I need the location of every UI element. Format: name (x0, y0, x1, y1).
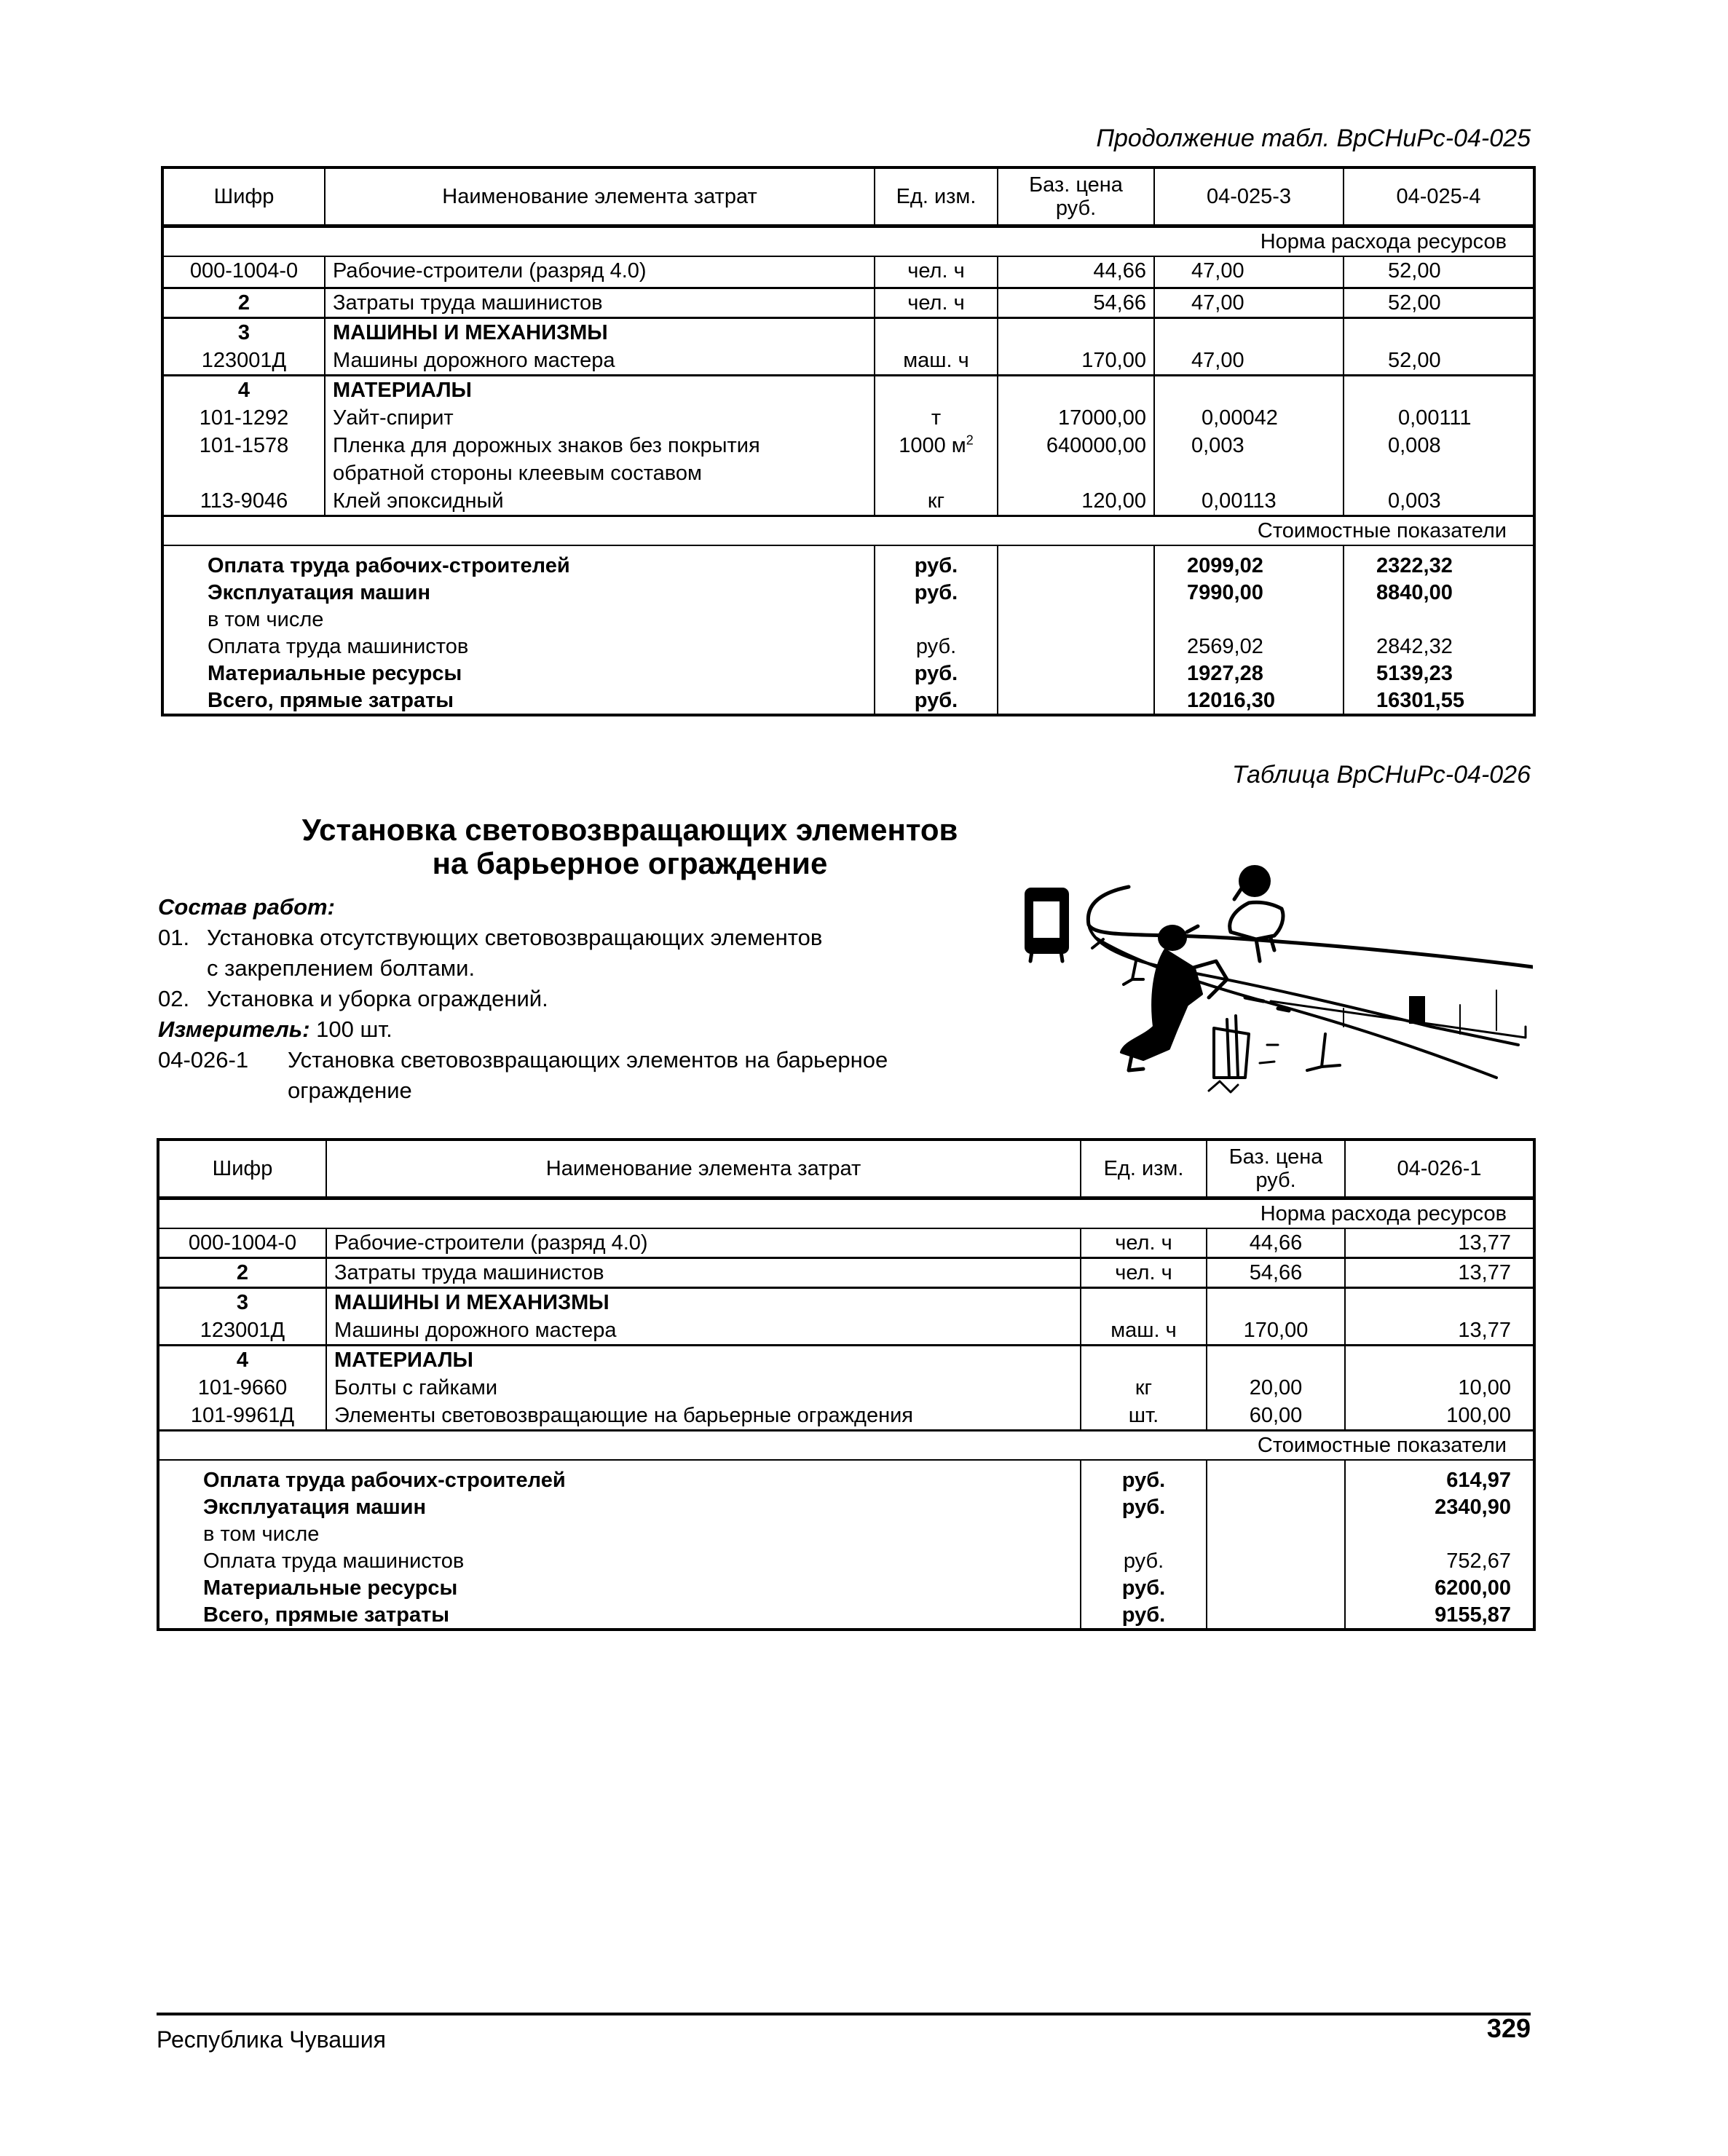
page-number: 329 (1486, 2013, 1531, 2043)
cost-unit: руб. (914, 581, 958, 604)
table1-caption: Продолжение табл. ВрСНиРс-04-025 (1096, 125, 1531, 152)
meter-label: Измеритель: (158, 1016, 310, 1042)
cell-price: 44,66 (998, 256, 1154, 288)
cell-code: 123001Д (200, 1319, 285, 1342)
costs-block (158, 1460, 1534, 1630)
cell-value-2: 0,008 (1388, 433, 1441, 457)
cell-name: Рабочие-строители (разряд 4.0) (325, 256, 875, 288)
cost-unit: руб. (914, 662, 958, 685)
cost-label: в том числе (203, 1523, 320, 1546)
cost-unit: руб. (914, 689, 958, 712)
cost-label: Эксплуатация машин (208, 581, 431, 604)
cell-code: 123001Д (201, 348, 287, 372)
cell-code: 101-9961Д (190, 1404, 295, 1427)
cell-code: 113-9046 (200, 489, 288, 513)
work-item (158, 923, 888, 953)
work-item-number: 01. (158, 925, 190, 950)
header-code: Шифр (162, 167, 325, 226)
cost-unit: руб. (1121, 1576, 1166, 1600)
materials-group-row (158, 1346, 1534, 1431)
cell-code: 000-1004-0 (162, 256, 325, 288)
cell-unit: т (931, 406, 942, 430)
cost-unit: руб. (1123, 1549, 1164, 1573)
section-title-line1: Установка световозвращающих элементов (301, 813, 958, 847)
materials-group-code: 4 (236, 1349, 249, 1372)
section-costs-row (162, 516, 1534, 545)
code-item-text: Установка световозвращающих элементов на барьерное (288, 1047, 888, 1073)
table-row (158, 1258, 1534, 1288)
section-costs-row (158, 1431, 1534, 1461)
reflector-icon (1409, 996, 1425, 1024)
cell-code: 2 (158, 1258, 326, 1288)
cost-label: Оплата труда машинистов (208, 635, 469, 658)
costs-block (162, 545, 1534, 715)
cost-value-2: 5139,23 (1376, 662, 1453, 685)
cost-value-1: 2569,02 (1187, 635, 1263, 658)
cell-name: Клей эпоксидный (333, 489, 504, 513)
section-norms-row (158, 1198, 1534, 1228)
cell-price: 17000,00 (1058, 406, 1146, 430)
cell-code: 101-9660 (197, 1376, 288, 1399)
meter-value: 100 шт. (316, 1016, 392, 1042)
cell-value-1: 0,00113 (1202, 489, 1277, 513)
cell-value-1: 13,77 (1345, 1258, 1534, 1288)
cost-unit: руб. (914, 554, 958, 577)
table-row (162, 256, 1534, 288)
machines-group-code: 3 (237, 320, 250, 344)
work-composition (158, 892, 888, 1106)
header-price-line1: Баз. цена (1029, 173, 1123, 197)
cost-label: Оплата труда машинистов (203, 1549, 465, 1573)
header-unit: Ед. изм. (1081, 1140, 1207, 1198)
cost-value-1: 9155,87 (1435, 1603, 1511, 1627)
work-item-number: 02. (158, 986, 190, 1011)
header-price-line1: Баз. цена (1228, 1145, 1323, 1169)
cell-price: 640000,00 (1046, 433, 1146, 457)
cost-label: Оплата труда рабочих-строителей (208, 554, 570, 577)
cost-value-1: 2340,90 (1435, 1496, 1511, 1519)
cost-value-1: 6200,00 (1435, 1576, 1511, 1600)
header-code: Шифр (158, 1140, 326, 1198)
section-norms-label: Норма расхода ресурсов (162, 226, 1534, 256)
header-col-04-025-4: 04-025-4 (1344, 167, 1534, 226)
table2-resource-norms (157, 1138, 1536, 1631)
cost-unit: руб. (1121, 1469, 1166, 1492)
table-row (158, 1228, 1534, 1258)
table-row (162, 288, 1534, 317)
machines-group-title: МАШИНЫ И МЕХАНИЗМЫ (333, 320, 608, 344)
header-base-price (1207, 1140, 1345, 1198)
cost-label: Оплата труда рабочих-строителей (203, 1469, 566, 1492)
cost-unit: руб. (1121, 1496, 1166, 1519)
cell-name: Машины дорожного мастера (333, 348, 615, 372)
materials-group-title: МАТЕРИАЛЫ (333, 378, 472, 402)
cell-unit: чел. ч (1081, 1228, 1207, 1258)
footer-divider (157, 2013, 1531, 2015)
cell-price: 20,00 (1249, 1376, 1303, 1399)
cell-price: 44,66 (1207, 1228, 1345, 1258)
code-item (158, 1045, 888, 1075)
cell-value-2: 52,00 (1344, 288, 1534, 317)
cell-name: Болты с гайками (334, 1376, 498, 1399)
cost-value-1: 2099,02 (1187, 554, 1263, 577)
cell-name-continued: обратной стороны клеевым составом (333, 461, 702, 485)
cost-value-2: 2842,32 (1376, 635, 1453, 658)
table-header-row (158, 1140, 1534, 1198)
section-costs-label: Стоимостные показатели (158, 1431, 1534, 1461)
cell-value-1: 100,00 (1446, 1404, 1511, 1427)
cell-price: 170,00 (1081, 348, 1146, 372)
work-item-text-continued: с закреплением болтами. (207, 955, 476, 981)
cell-value-1: 13,77 (1345, 1228, 1534, 1258)
materials-group-title: МАТЕРИАЛЫ (334, 1349, 473, 1372)
cell-price: 170,00 (1243, 1319, 1309, 1342)
cost-value-2: 16301,55 (1376, 689, 1464, 712)
cell-price: 120,00 (1081, 489, 1146, 513)
cell-value-1: 13,77 (1458, 1319, 1511, 1342)
cell-value-2: 52,00 (1388, 348, 1441, 372)
cell-unit: кг (927, 489, 945, 513)
cell-value-2: 0,003 (1388, 489, 1441, 513)
machines-group-row (162, 317, 1534, 375)
materials-group-row (162, 375, 1534, 516)
meter (158, 1014, 888, 1045)
machines-group-title: МАШИНЫ И МЕХАНИЗМЫ (334, 1291, 609, 1314)
cell-code: 000-1004-0 (158, 1228, 326, 1258)
cost-label: Материальные ресурсы (203, 1576, 458, 1600)
cell-name: Уайт-спирит (333, 406, 454, 430)
materials-group-code: 4 (237, 378, 250, 402)
cell-unit: чел. ч (875, 288, 998, 317)
work-item (158, 984, 888, 1014)
cell-name: Элементы световозвращающие на барьерные ограждения (334, 1404, 913, 1427)
work-item-text: Установка и уборка ограждений. (207, 986, 548, 1011)
cell-value-1: 47,00 (1191, 348, 1244, 372)
cost-value-1: 752,67 (1446, 1549, 1511, 1573)
header-name: Наименование элемента затрат (325, 167, 875, 226)
cell-name: Затраты труда машинистов (325, 288, 875, 317)
cell-value-1: 0,00042 (1202, 406, 1278, 430)
code-item-code: 04-026-1 (158, 1047, 249, 1073)
section-norms-row (162, 226, 1534, 256)
section-title-line2: на барьерное ограждение (432, 846, 828, 880)
cell-name: Машины дорожного мастера (334, 1319, 617, 1342)
table2-caption: Таблица ВрСНиРс-04-026 (1231, 761, 1531, 789)
cost-label: Всего, прямые затраты (203, 1603, 450, 1627)
cost-value-2: 2322,32 (1376, 554, 1453, 577)
cost-label: Материальные ресурсы (208, 662, 462, 685)
cell-unit: маш. ч (903, 348, 969, 372)
work-composition-label: Состав работ: (158, 894, 335, 920)
cell-unit: кг (1135, 1376, 1153, 1399)
cost-unit: руб. (915, 635, 957, 658)
work-item-text: Установка отсутствующих световозвращающих элементов (207, 925, 823, 950)
cost-label: Всего, прямые затраты (208, 689, 454, 712)
header-unit: Ед. изм. (875, 167, 998, 226)
cell-value-1: 47,00 (1154, 288, 1344, 317)
code-item-text-continued: ограждение (288, 1078, 412, 1103)
cost-label: Эксплуатация машин (203, 1496, 427, 1519)
cell-code: 101-1578 (199, 433, 289, 457)
cost-label: в том числе (208, 608, 324, 631)
cell-unit: маш. ч (1110, 1319, 1177, 1342)
cell-price: 60,00 (1249, 1404, 1303, 1427)
cell-code: 2 (162, 288, 325, 317)
header-price-line2: руб. (1055, 196, 1097, 220)
header-name: Наименование элемента затрат (326, 1140, 1081, 1198)
cost-value-1: 7990,00 (1187, 581, 1263, 604)
cell-unit: 1000 $м^2$ (899, 432, 974, 457)
cell-value-1: 0,003 (1191, 433, 1244, 457)
cost-value-1: 1927,28 (1187, 662, 1263, 685)
footer-region: Республика Чувашия (157, 2026, 386, 2053)
cell-unit: чел. ч (875, 256, 998, 288)
cell-price: 54,66 (998, 288, 1154, 317)
cell-name: Рабочие-строители (разряд 4.0) (326, 1228, 1081, 1258)
header-col-04-025-3: 04-025-3 (1154, 167, 1344, 226)
workers-installing-reflectors-illustration (1023, 859, 1533, 1099)
header-base-price (998, 167, 1154, 226)
cell-value-1: 47,00 (1154, 256, 1344, 288)
cell-value-1: 10,00 (1458, 1376, 1511, 1399)
section-norms-label: Норма расхода ресурсов (158, 1198, 1534, 1228)
cell-unit: шт. (1128, 1404, 1159, 1427)
cost-unit: руб. (1121, 1603, 1166, 1627)
header-col-04-026-1: 04-026-1 (1345, 1140, 1534, 1198)
cell-value-2: 52,00 (1344, 256, 1534, 288)
cell-value-2: 0,00111 (1398, 406, 1472, 430)
section-costs-label: Стоимостные показатели (162, 516, 1534, 545)
machines-group-row (158, 1288, 1534, 1346)
table-header-row (162, 167, 1534, 226)
machines-group-code: 3 (236, 1291, 249, 1314)
cell-unit: чел. ч (1081, 1258, 1207, 1288)
header-price-line2: руб. (1255, 1168, 1296, 1192)
cell-name: Пленка для дорожных знаков без покрытия (333, 433, 760, 457)
table1-resource-norms (161, 166, 1536, 716)
cell-code: 101-1292 (199, 406, 289, 430)
cell-price: 54,66 (1207, 1258, 1345, 1288)
cost-value-1: 614,97 (1446, 1469, 1511, 1492)
cell-name: Затраты труда машинистов (326, 1258, 1081, 1288)
cost-value-2: 8840,00 (1376, 581, 1453, 604)
cost-value-1: 12016,30 (1187, 689, 1275, 712)
